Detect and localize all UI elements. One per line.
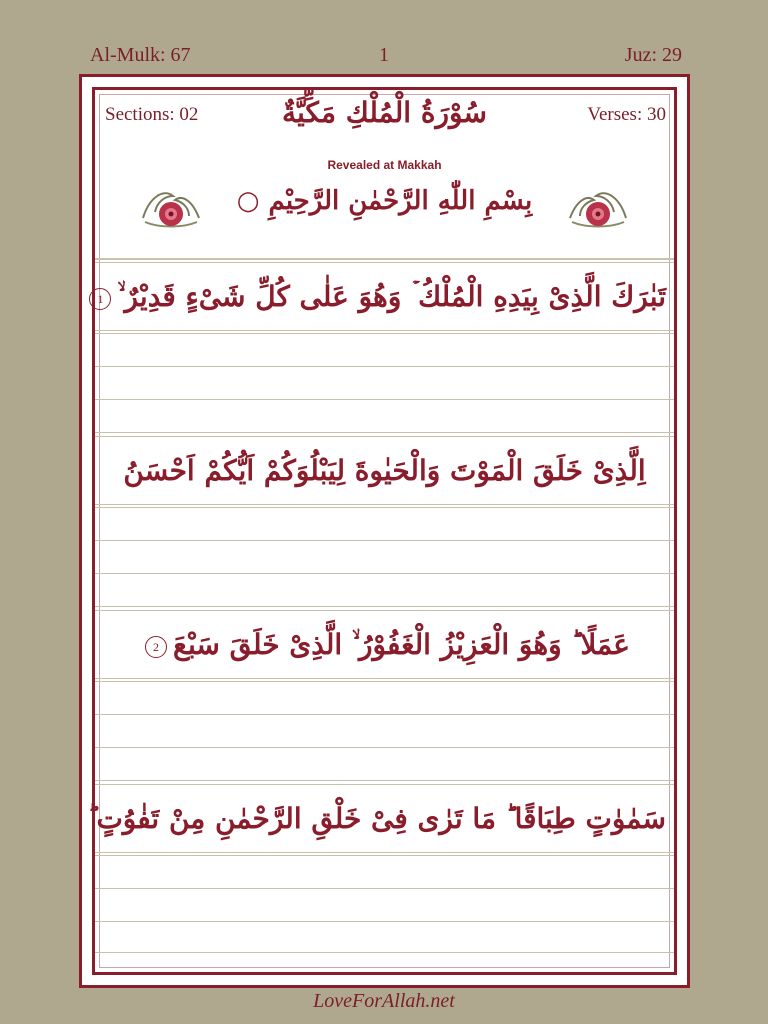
bismillah: بِسْمِ اللّٰهِ الرَّحْمٰنِ الرَّحِيْمِ ○: [236, 186, 533, 216]
surah-header: [95, 90, 674, 265]
top-bar: [0, 42, 768, 72]
ruled-line: [95, 258, 674, 260]
page-frame: [79, 74, 690, 988]
ruled-line: [95, 432, 674, 433]
ruled-line: [95, 606, 674, 607]
verse-number-marker: 2: [145, 636, 167, 658]
ruled-line: [95, 888, 674, 889]
ruled-line: [95, 399, 674, 400]
verse-number-marker: 1: [89, 288, 111, 310]
floral-ornament-icon: [139, 178, 203, 238]
page-number: 1: [379, 44, 389, 66]
ruled-line: [95, 714, 674, 715]
site-footer-link[interactable]: LoveForAllah.net: [313, 990, 455, 1012]
ruled-line: [95, 952, 674, 953]
floral-ornament-icon: [566, 178, 630, 238]
verse-text: عَمَلًا ؕ وَهُوَ الْعَزِيْزُ الْغَفُوْرُ ۙ الَّذِىْ خَلَقَ سَبْعَ: [173, 628, 630, 661]
verse-text: تَبٰرَكَ الَّذِىْ بِيَدِهِ الْمُلْكُ ۡ وَهُوَ عَلٰى كُلِّ شَىْءٍ قَدِيْرٌ ۙ: [117, 280, 666, 313]
inner-frame: [87, 87, 677, 975]
ruled-line: [95, 507, 674, 508]
ruled-line: [95, 855, 674, 856]
ruled-line: [95, 366, 674, 367]
ruled-line: [95, 747, 674, 748]
verse-line-3: [103, 610, 666, 680]
ruled-line: [95, 540, 674, 541]
verse-line-2: [103, 436, 666, 506]
ruled-line: [95, 780, 674, 781]
verse-text: سَمٰوٰتٍ طِبَاقًا ؕ مَا تَرٰى فِىْ خَلْقِ الرَّحْمٰنِ مِنْ تَفٰوُتٍ ؕ: [87, 802, 666, 835]
ruled-line: [95, 573, 674, 574]
surah-label: Al-Mulk: 67: [90, 44, 191, 66]
ruled-line: [95, 333, 674, 334]
surah-title: سُوْرَةُ الْمُلْكِ مَكِّيَّةٌ: [282, 96, 487, 129]
ruled-line: [95, 681, 674, 682]
sections-count: Sections: 02: [105, 104, 199, 125]
verse-line-1: [97, 262, 666, 332]
juz-label: Juz: 29: [624, 44, 682, 66]
verse-line-4: [87, 784, 666, 854]
verse-text: اِلَّذِىْ خَلَقَ الْمَوْتَ وَالْحَيٰوةَ لِيَبْلُوَكُمْ اَيُّكُمْ اَحْسَنُ: [123, 454, 646, 487]
revealed-label: Revealed at Makkah: [327, 158, 442, 172]
verses-count: Verses: 30: [587, 104, 666, 125]
ruled-line: [95, 921, 674, 922]
